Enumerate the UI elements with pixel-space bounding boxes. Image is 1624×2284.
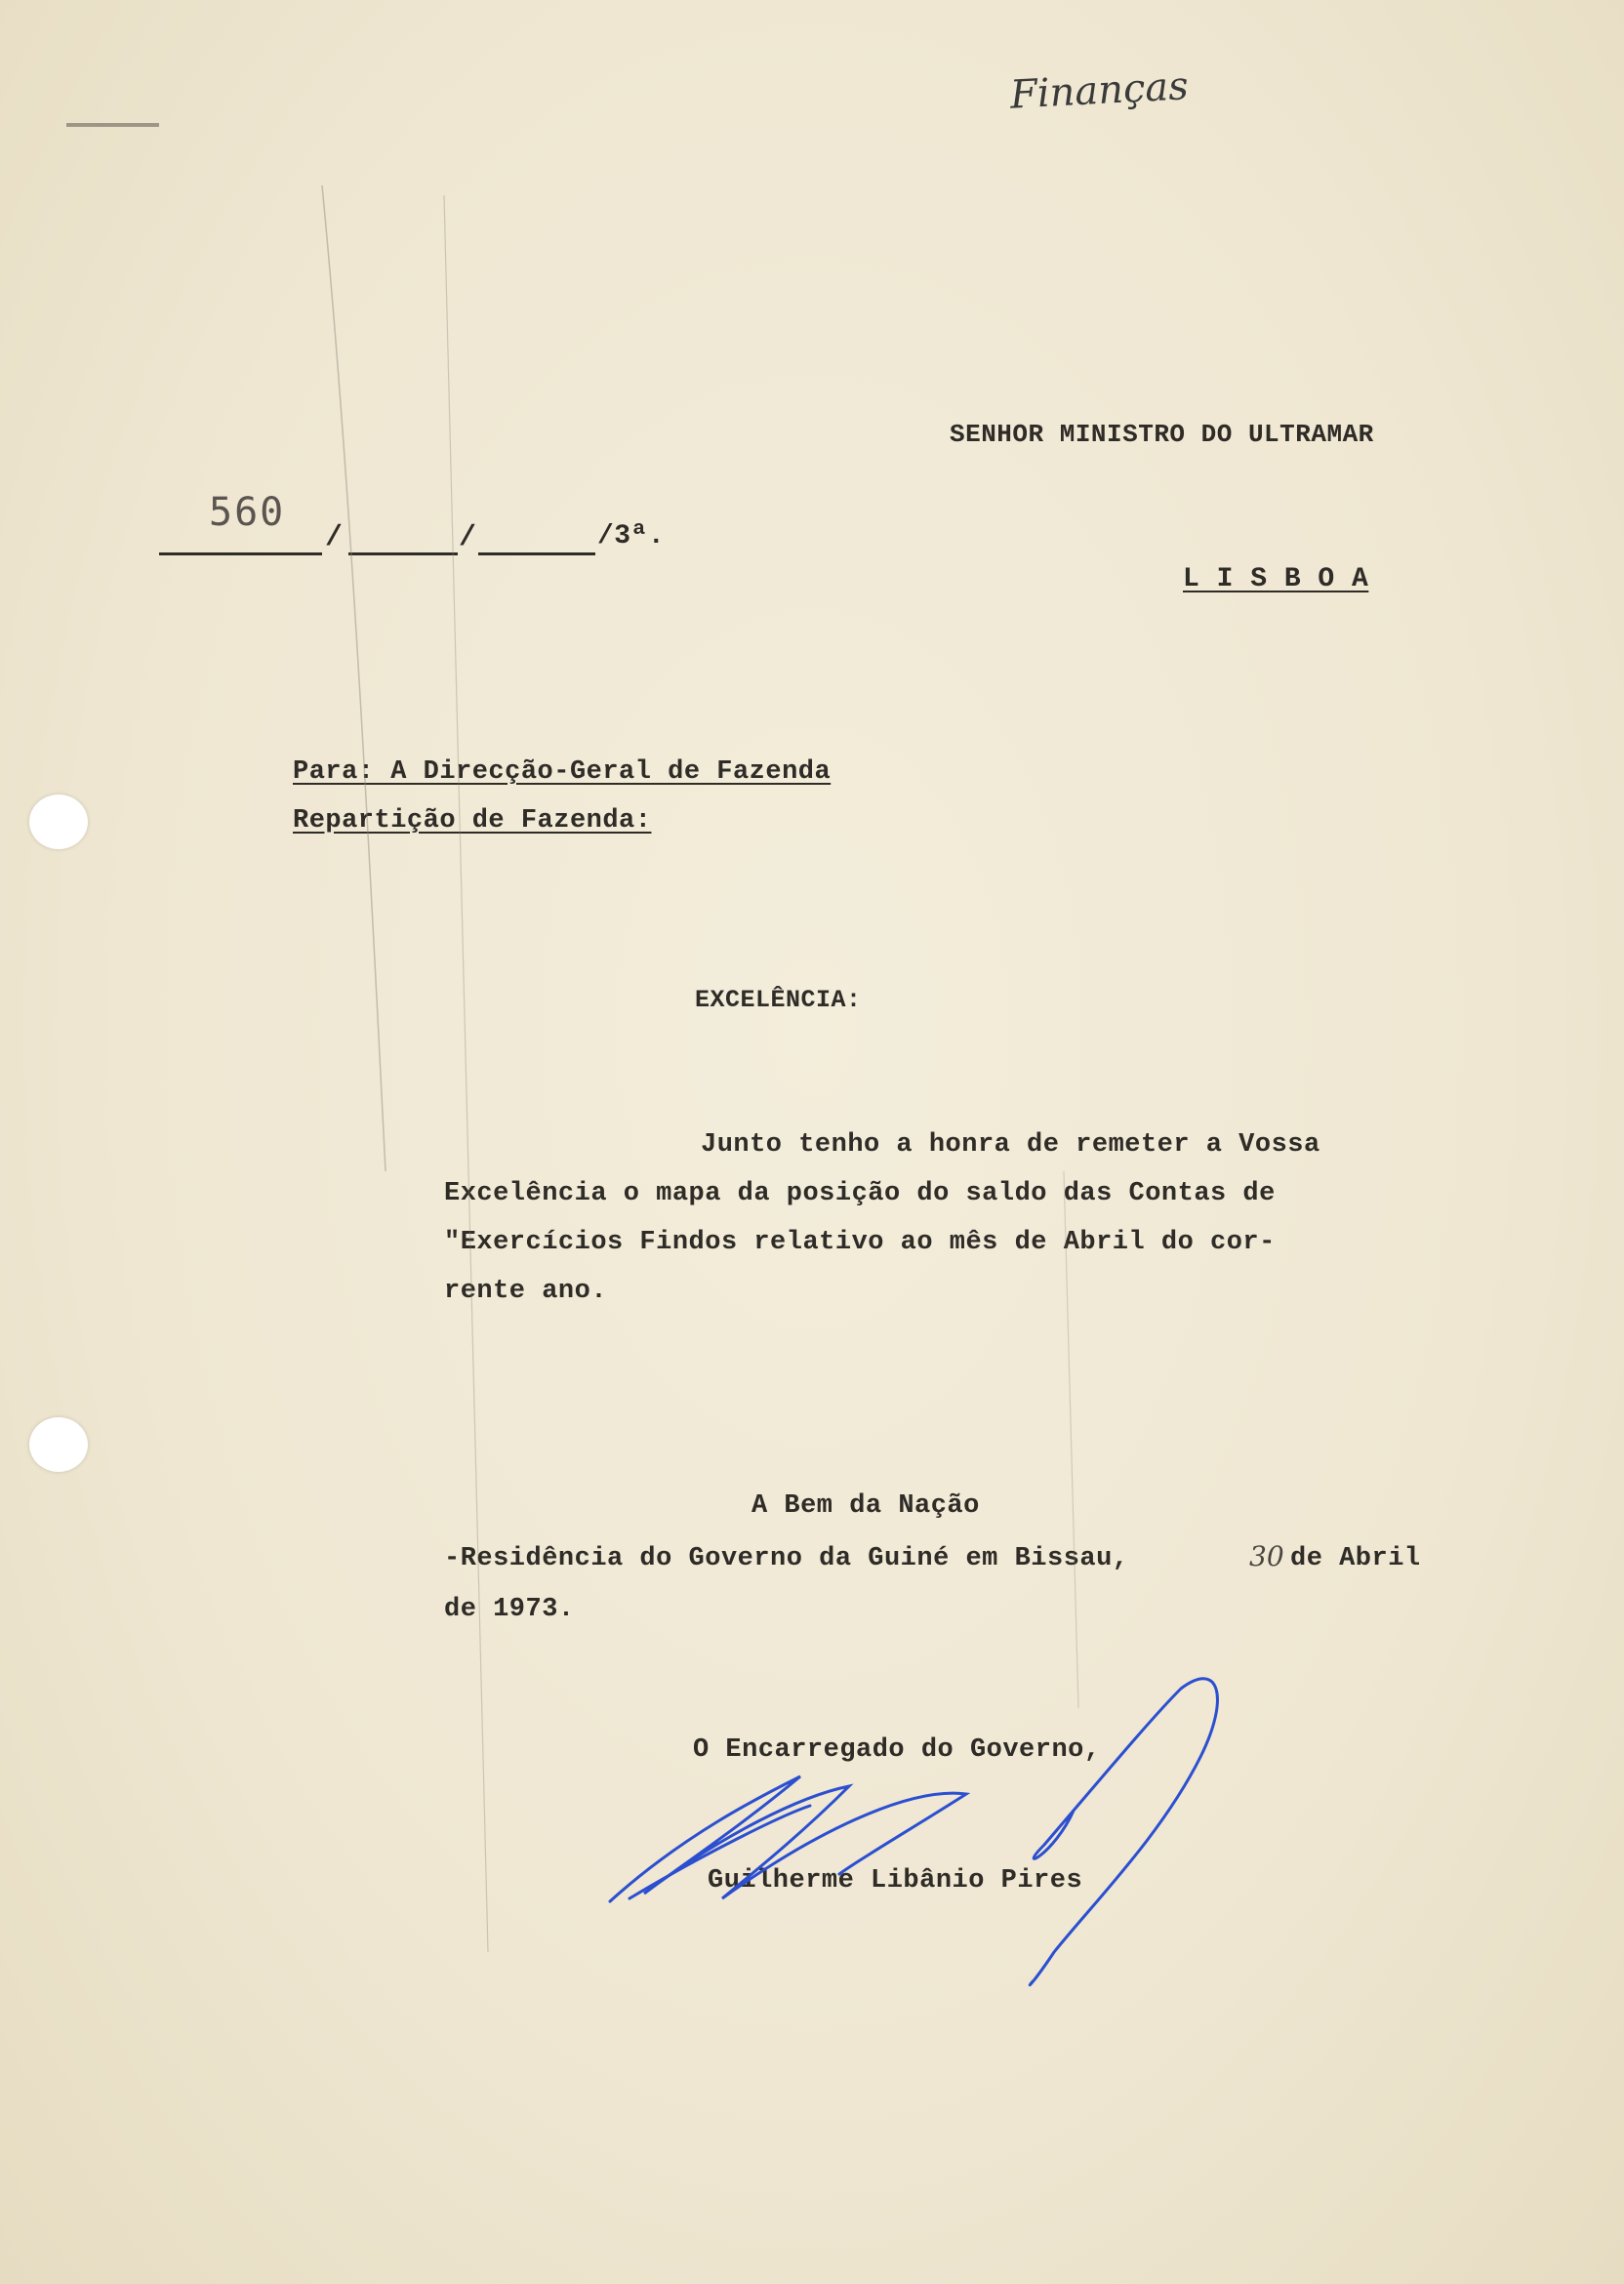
body-line-1: Junto tenho a honra de remeter a Vossa bbox=[701, 1130, 1320, 1160]
recipient-line-1: Para: A Direcção-Geral de Fazenda bbox=[293, 757, 832, 787]
place-line-prefix: -Residência do Governo da Guiné em Bissau, bbox=[444, 1544, 1129, 1573]
addressee-line: SENHOR MINISTRO DO ULTRAMAR bbox=[950, 420, 1374, 449]
place-line-suffix: de Abril bbox=[1290, 1544, 1421, 1573]
pencil-line-right bbox=[444, 195, 488, 1952]
addressee-city: L I S B O A bbox=[1183, 564, 1369, 594]
signatory-name: Guilherme Libânio Pires bbox=[708, 1866, 1083, 1896]
motto: A Bem da Nação bbox=[751, 1491, 980, 1521]
pencil-line-small bbox=[1064, 1171, 1078, 1708]
salutation: EXCELÊNCIA: bbox=[695, 986, 862, 1014]
reference-number: 560 bbox=[209, 490, 286, 535]
handwritten-day: 30 bbox=[1249, 1540, 1284, 1572]
reference-separator-2: / bbox=[459, 521, 477, 554]
recipient-line-2: Repartição de Fazenda: bbox=[293, 806, 652, 836]
reference-separator-1: / bbox=[325, 521, 344, 554]
body-line-2: Excelência o mapa da posição do saldo das Contas de bbox=[444, 1179, 1276, 1208]
pencil-line-left bbox=[322, 185, 386, 1171]
handwritten-topic: Finanças bbox=[1008, 63, 1190, 118]
signature-scribble bbox=[610, 1679, 1217, 1985]
reference-suffix: /3ª. bbox=[597, 521, 666, 551]
signatory-title: O Encarregado do Governo, bbox=[693, 1735, 1101, 1765]
body-line-4: rente ano. bbox=[444, 1277, 608, 1306]
body-line-3: "Exercícios Findos relativo ao mês de Abril do cor- bbox=[444, 1228, 1276, 1257]
year-line: de 1973. bbox=[444, 1595, 575, 1624]
